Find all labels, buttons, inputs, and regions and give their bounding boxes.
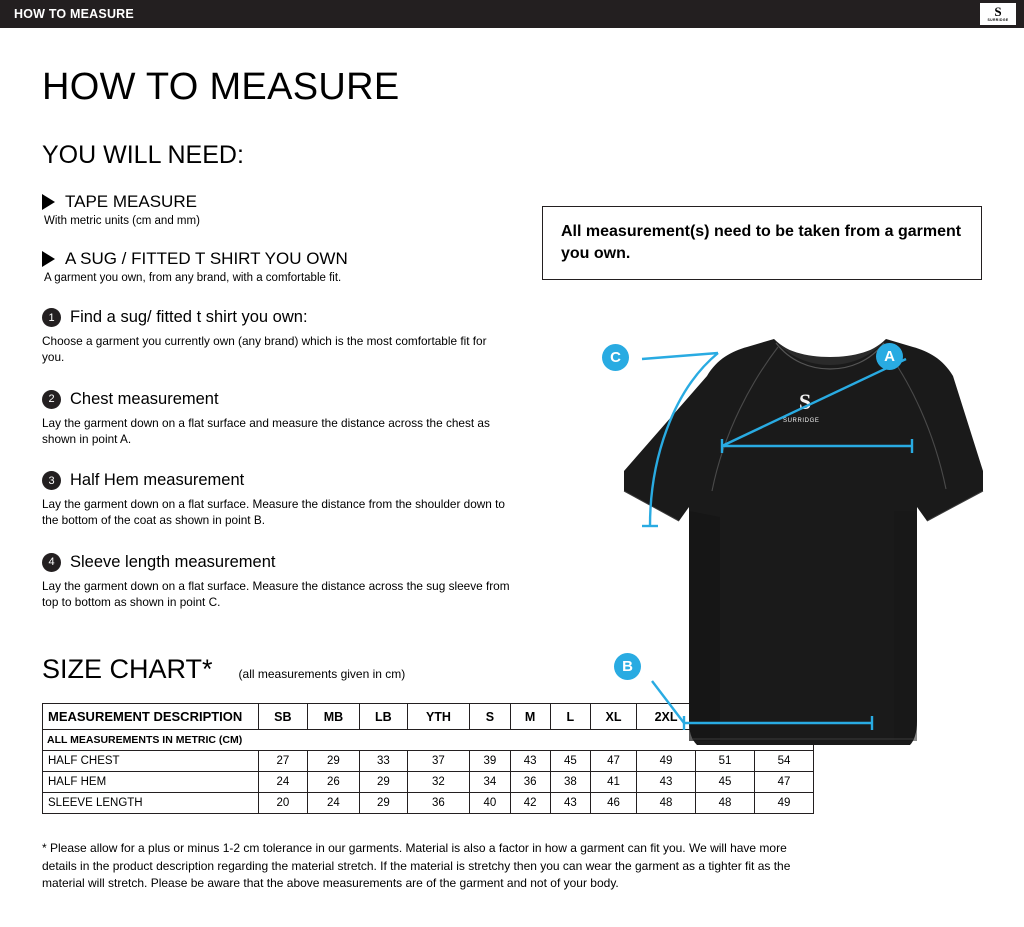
requirement-title: TAPE MEASURE [65,192,197,211]
cell: 20 [259,793,308,814]
cell: 49 [637,751,696,772]
step-number-badge: 3 [42,471,61,490]
column-header-description: MEASUREMENT DESCRIPTION [43,704,259,730]
table-row [43,793,814,814]
row-label: SLEEVE LENGTH [43,793,259,814]
column-header-xl: XL [590,704,636,730]
cell: 34 [470,772,510,793]
cell: 26 [307,772,360,793]
cell: 36 [510,772,550,793]
svg-text:SURRIDGE: SURRIDGE [783,418,820,424]
marker-b: B [614,653,641,680]
callout-box: All measurement(s) need to be taken from a garment you own. [542,206,982,280]
step-title: Half Hem measurement [70,471,245,490]
cell: 24 [307,793,360,814]
step-title: Find a sug/ fitted t shirt you own: [70,308,308,326]
instructions-column [42,141,512,610]
column-header-s: S [470,704,510,730]
cell: 51 [696,751,755,772]
size-chart-note: (all measurements given in cm) [238,667,406,682]
cell: 29 [360,772,407,793]
cell: 43 [637,772,696,793]
step-body: Lay the garment down on a flat surface. Measure the distance from the shoulder down to the bottom of the coat as shown in point B. [42,497,505,528]
row-label: HALF CHEST [43,751,259,772]
column-header-yth: YTH [407,704,470,730]
column-header-mb: MB [307,704,360,730]
marker-c: C [602,344,629,371]
cell: 41 [590,772,636,793]
step-body: Choose a garment you currently own (any brand) which is the most comfortable fit for you. [42,334,487,365]
cell: 42 [510,793,550,814]
column-header-l: L [550,704,590,730]
arrow-right-icon [42,194,55,210]
step-body: Lay the garment down on a flat surface and measure the distance across the chest as shown in point A. [42,415,490,446]
cell: 43 [510,751,550,772]
cell: 37 [407,751,470,772]
cell: 47 [590,751,636,772]
requirement-item-t-shirt [42,249,512,284]
requirement-subtitle: A garment you own, from any brand, with a comfortable fit. [44,272,342,284]
step-body: Lay the garment down on a flat surface. Measure the distance across the sug sleeve from top to bottom as shown in point C. [42,578,510,609]
cell: 45 [696,772,755,793]
cell: 38 [550,772,590,793]
step-2 [42,390,512,448]
row-label: HALF HEM [43,772,259,793]
step-number-badge: 4 [42,553,61,572]
metric-note-cell: ALL MEASUREMENTS IN METRIC (CM) [43,730,814,751]
garment-diagram [542,321,984,766]
requirement-subtitle: With metric units (cm and mm) [44,215,200,227]
table-row [43,772,814,793]
requirement-title: A SUG / FITTED T SHIRT YOU OWN [65,249,348,268]
cell: 47 [754,772,813,793]
top-bar-title: HOW TO MEASURE [14,7,134,21]
step-3 [42,471,512,529]
cell: 27 [259,751,308,772]
step-title: Chest measurement [70,389,219,408]
column-header-sb: SB [259,704,308,730]
arrow-right-icon [42,251,55,267]
page-title: HOW TO MEASURE [42,66,400,108]
page-content [0,66,1024,892]
cell: 24 [259,772,308,793]
cell: 33 [360,751,407,772]
footnote-text: * Please allow for a plus or minus 1-2 cm tolerance in our garments. Material is also a factor in how a garment can fit you. We will have more details in the product description regarding the material stretch. If the material is stretchy then you can wear the garment as a tighter fit as the material will stretch. Please be aware that the above measurements are of the garment and not of your body. [42,841,791,890]
cell: 45 [550,751,590,772]
svg-text:S: S [799,389,812,414]
column-header-lb: LB [360,704,407,730]
garment-illustration [542,321,984,766]
cell: 46 [590,793,636,814]
step-number-badge: 2 [42,390,61,409]
cell: 32 [407,772,470,793]
marker-a: A [876,343,903,370]
cell: 48 [637,793,696,814]
cell: 29 [360,793,407,814]
cell: 48 [696,793,755,814]
top-bar [0,0,1024,28]
requirement-item-tape-measure [42,192,512,227]
size-chart-title: SIZE CHART* [42,654,213,685]
column-header-2xl: 2XL [637,704,696,730]
cell: 29 [307,751,360,772]
step-title: Sleeve length measurement [70,552,276,571]
surridge-logo [980,3,1016,25]
cell: 40 [470,793,510,814]
step-1 [42,308,512,366]
column-header-m: M [510,704,550,730]
you-will-need-heading: YOU WILL NEED: [42,141,244,169]
step-number-badge: 1 [42,308,61,327]
step-4 [42,553,512,611]
cell: 43 [550,793,590,814]
cell: 49 [754,793,813,814]
cell: 36 [407,793,470,814]
cell: 39 [470,751,510,772]
cell: 54 [754,751,813,772]
logo-letter: S [994,4,1002,20]
logo-wordmark: SURRIDGE [987,18,1009,23]
